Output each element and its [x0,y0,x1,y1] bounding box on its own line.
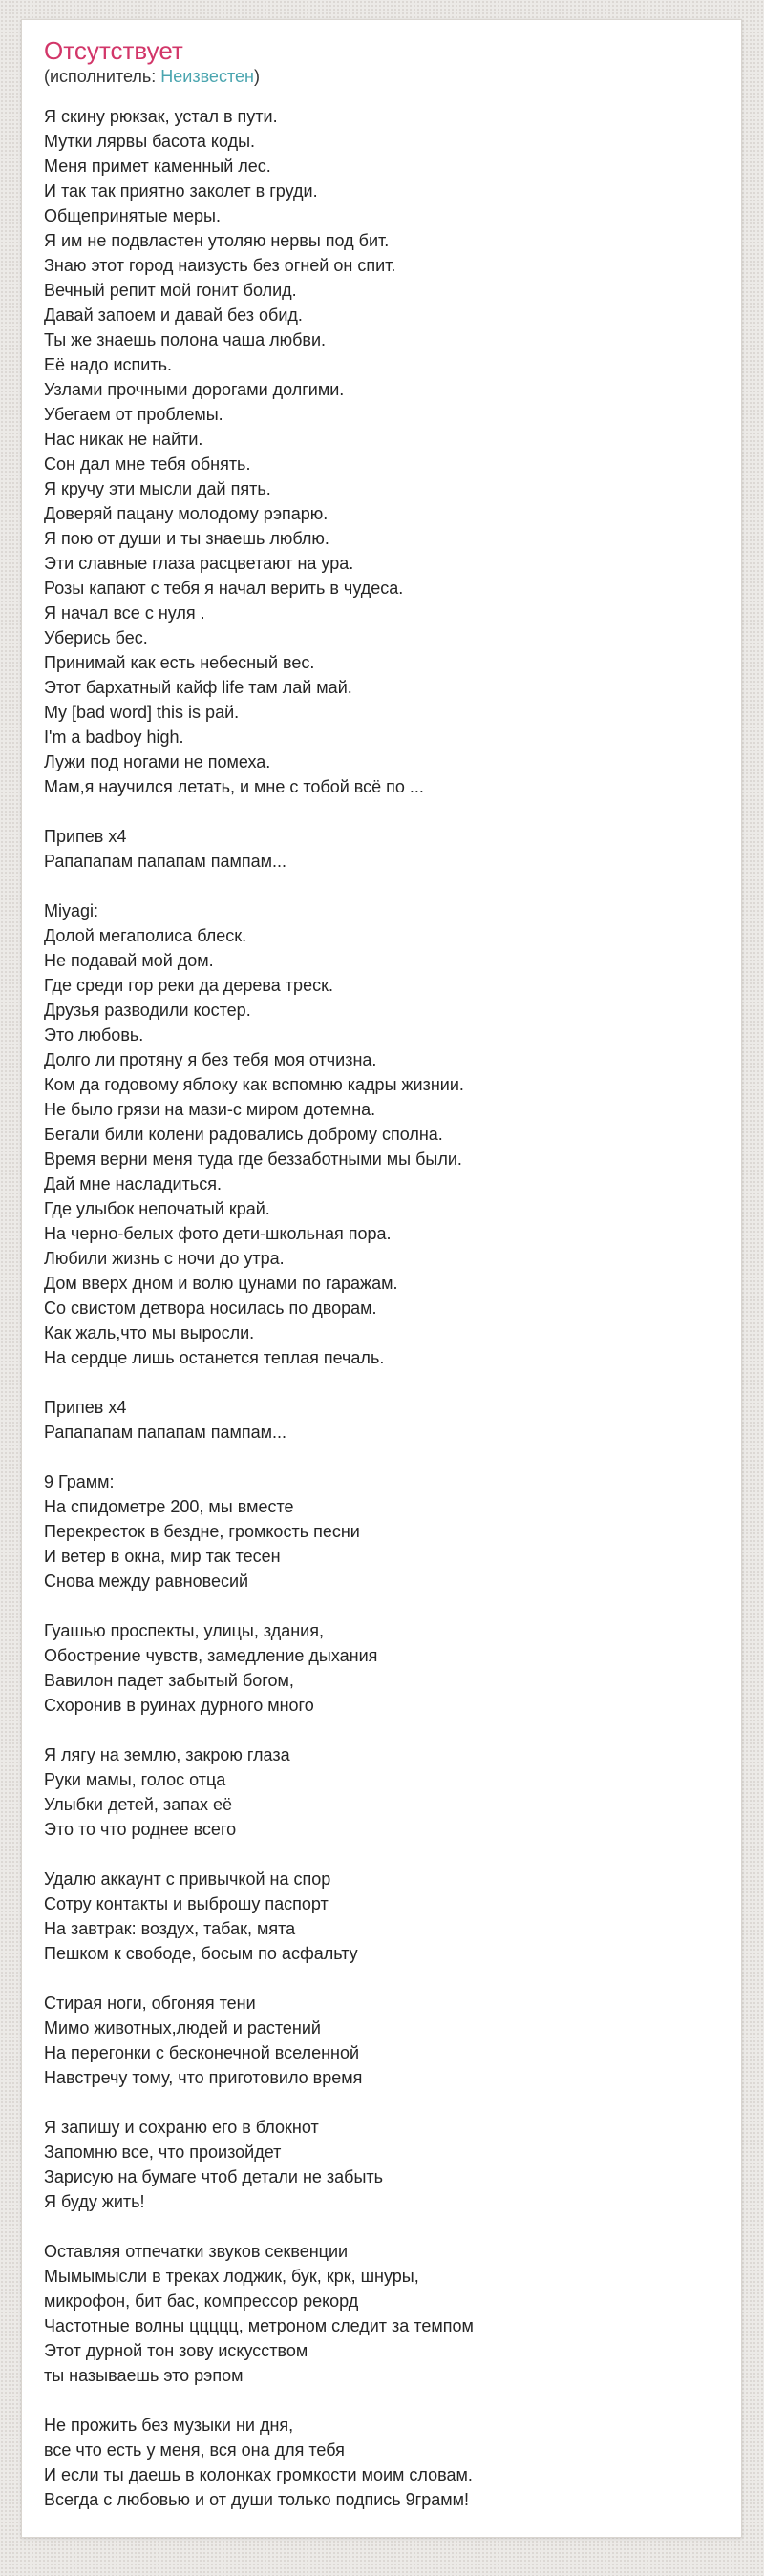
lyrics-line: Бегали били колени радовались доброму сполна. [44,1125,443,1145]
lyrics-line: Убегаем от проблемы. [44,405,223,425]
lyrics-line: Доверяй пацану молодому рэпарю. [44,504,329,524]
lyrics-line [44,1445,722,1469]
lyrics-line: Всегда с любовью и от души только подпись 9грамм! [44,2490,469,2510]
lyrics-line: Miyagi: [44,901,99,921]
lyrics-line: Долго ли протяну я без тебя моя отчизна. [44,1050,377,1070]
lyrics-line: Я им не подвластен утоляю нервы под бит. [44,231,390,251]
lyrics-line: Время верни меня туда где беззаботными мы были. [44,1150,462,1170]
lyrics-line: Этот бархатный кайф life там лай май. [44,678,352,698]
artist-label-suffix: ) [253,66,260,86]
lyrics-line: На перегонки с бесконечной вселенной [44,2043,360,2063]
artist-row [44,66,722,95]
lyrics-line: Не было грязи на мази-с миром дотемна. [44,1100,376,1120]
lyrics-line: Схоронив в руинах дурного много [44,1696,314,1716]
lyrics-line: Мутки лярвы басота коды. [44,132,256,152]
lyrics-line: Это любовь. [44,1025,144,1045]
lyrics-line: Долой мегаполиса блеск. [44,926,247,946]
lyrics-line: Лужи под ногами не помеха. [44,752,271,772]
lyrics-line: На черно-белых фото дети-школьная пора. [44,1224,392,1244]
lyrics-line: Не прожить без музыки ни дня, [44,2416,294,2436]
lyrics-line: Эти славные глаза расцветают на ура. [44,554,354,574]
lyrics-line: Знаю этот город наизусть без огней он спит. [44,256,396,276]
lyrics-line: Общепринятые меры. [44,206,221,226]
lyrics-line: Перекресток в бездне, громкость песни [44,1522,360,1542]
lyrics-line: Я скину рюкзак, устал в пути. [44,107,278,127]
lyrics-line: Навстречу тому, что приготовило время [44,2068,363,2088]
lyrics-line: Пешком к свободе, босым по асфальту [44,1944,358,1964]
lyrics-line: Зарисую на бумаге чтоб детали не забыть [44,2167,384,2187]
lyrics-line: Частотные волны ццццц, метроном следит за темпом [44,2316,474,2336]
lyrics-line: Удалю аккаунт с привычкой на спор [44,1869,331,1890]
lyrics-line: Со свистом детвора носилась по дворам. [44,1299,377,1319]
lyrics-line: Оставляя отпечатки звуков секвенции [44,2242,349,2262]
lyrics-line: На сердце лишь останется теплая печаль. [44,1348,385,1368]
lyrics-line: 9 Грамм: [44,1472,115,1492]
lyrics-line [44,1718,722,1742]
lyrics-line: Улыбки детей, запах её [44,1795,232,1815]
song-title: Отсутствует [44,36,183,65]
lyrics-line: И если ты даешь в колонках громкости моим словам. [44,2465,473,2485]
lyrics-line: Дом вверх дном и волю цунами по гаражам. [44,1274,398,1294]
lyrics-line: Стирая ноги, обгоняя тени [44,1994,256,2014]
lyrics-line: микрофон, бит бас, компрессор рекорд [44,2291,359,2312]
lyrics-line: Запомню все, что произойдет [44,2143,282,2163]
lyrics-line [44,1966,722,1991]
lyrics-line: I'm a badboy high. [44,728,184,748]
lyrics-line: Мымымысли в треках лоджик, бук, крк, шнуры, [44,2267,419,2287]
lyrics-line: Рапапапам папапам пампам... [44,852,286,872]
lyrics-line: Ты же знаешь полона чаша любви. [44,330,327,350]
lyrics-line: Мимо животных,людей и растений [44,2018,321,2038]
lyrics-line [44,1842,722,1867]
lyrics-line: Сон дал мне тебя обнять. [44,454,251,475]
lyrics-line: Я начал все с нуля . [44,603,205,623]
lyrics-line: И ветер в окна, мир так тесен [44,1547,281,1567]
lyrics-line: Друзья разводили костер. [44,1001,251,1021]
lyrics-line [44,799,722,824]
lyrics-line [44,874,722,898]
lyrics-line: Гуашью проспекты, улицы, здания, [44,1621,324,1641]
lyrics-line: Ком да годовому яблоку как вспомню кадры жизнии. [44,1075,464,1095]
lyrics-line: Я буду жить! [44,2192,145,2212]
lyrics-line: Сотру контакты и выброшу паспорт [44,1894,329,1914]
lyrics-line: Узлами прочными дорогами долгими. [44,380,345,400]
lyrics-line: Вечный репит мой гонит болид. [44,281,297,301]
lyrics-line: Снова между равновесий [44,1572,249,1592]
lyrics-line: Я кручу эти мысли дай пять. [44,479,271,499]
lyrics-line: И так так приятно заколет в груди. [44,181,318,201]
lyrics-line: Руки мамы, голос отца [44,1770,226,1790]
lyrics-line: Обострение чувств, замедление дыхания [44,1646,378,1666]
lyrics-line: Припев х4 [44,827,127,847]
lyrics-line: Припев х4 [44,1398,127,1418]
lyrics-line [44,1594,722,1618]
lyrics-line: Рапапапам папапам пампам... [44,1423,286,1443]
lyrics-line: Этот дурной тон зову искусством [44,2341,308,2361]
lyrics-line [44,2388,722,2413]
lyrics-line: Её надо испить. [44,355,172,375]
lyrics-line: Я лягу на землю, закрою глаза [44,1745,290,1765]
lyrics-line: Давай запоем и давай без обид. [44,306,303,326]
lyrics-line: Это то что роднее всего [44,1820,237,1840]
lyrics-line: My [bad word] this is рай. [44,703,240,723]
lyrics-line [44,2090,722,2115]
lyrics-line: Как жаль,что мы выросли. [44,1323,255,1343]
lyrics-line: Любили жизнь с ночи до утра. [44,1249,285,1269]
lyrics-line: все что есть у меня, вся она для тебя [44,2440,345,2460]
lyrics-line: На спидометре 200, мы вместе [44,1497,294,1517]
artist-link[interactable]: Неизвестен [160,66,254,86]
lyrics-line: Я запишу и сохраню его в блокнот [44,2118,319,2138]
lyrics-line: Принимай как есть небесный вес. [44,653,315,673]
lyrics-card [21,19,742,2538]
lyrics-line: Меня примет каменный лес. [44,157,271,177]
lyrics-line: Вавилон падет забытый богом, [44,1671,294,1691]
lyrics-line: Где улыбок непочатый край. [44,1199,270,1219]
lyrics-line: Розы капают с тебя я начал верить в чудеса. [44,579,404,599]
lyrics-line: Не подавай мой дом. [44,951,214,971]
lyrics-line: Мам,я научился летать, и мне с тобой всё по ... [44,777,424,797]
lyrics-line: Уберись бес. [44,628,148,648]
lyrics-line: Нас никак не найти. [44,430,203,450]
lyrics-line: Я пою от души и ты знаешь люблю. [44,529,329,549]
lyrics [44,104,722,2512]
lyrics-line: На завтрак: воздух, табак, мята [44,1919,296,1939]
artist-label-prefix: (исполнитель: [44,66,161,86]
lyrics-line: ты называешь это рэпом [44,2366,244,2386]
lyrics-line [44,1370,722,1395]
lyrics-line [44,2214,722,2239]
lyrics-line: Где среди гор реки да дерева треск. [44,976,333,996]
lyrics-line: Дай мне насладиться. [44,1174,222,1194]
